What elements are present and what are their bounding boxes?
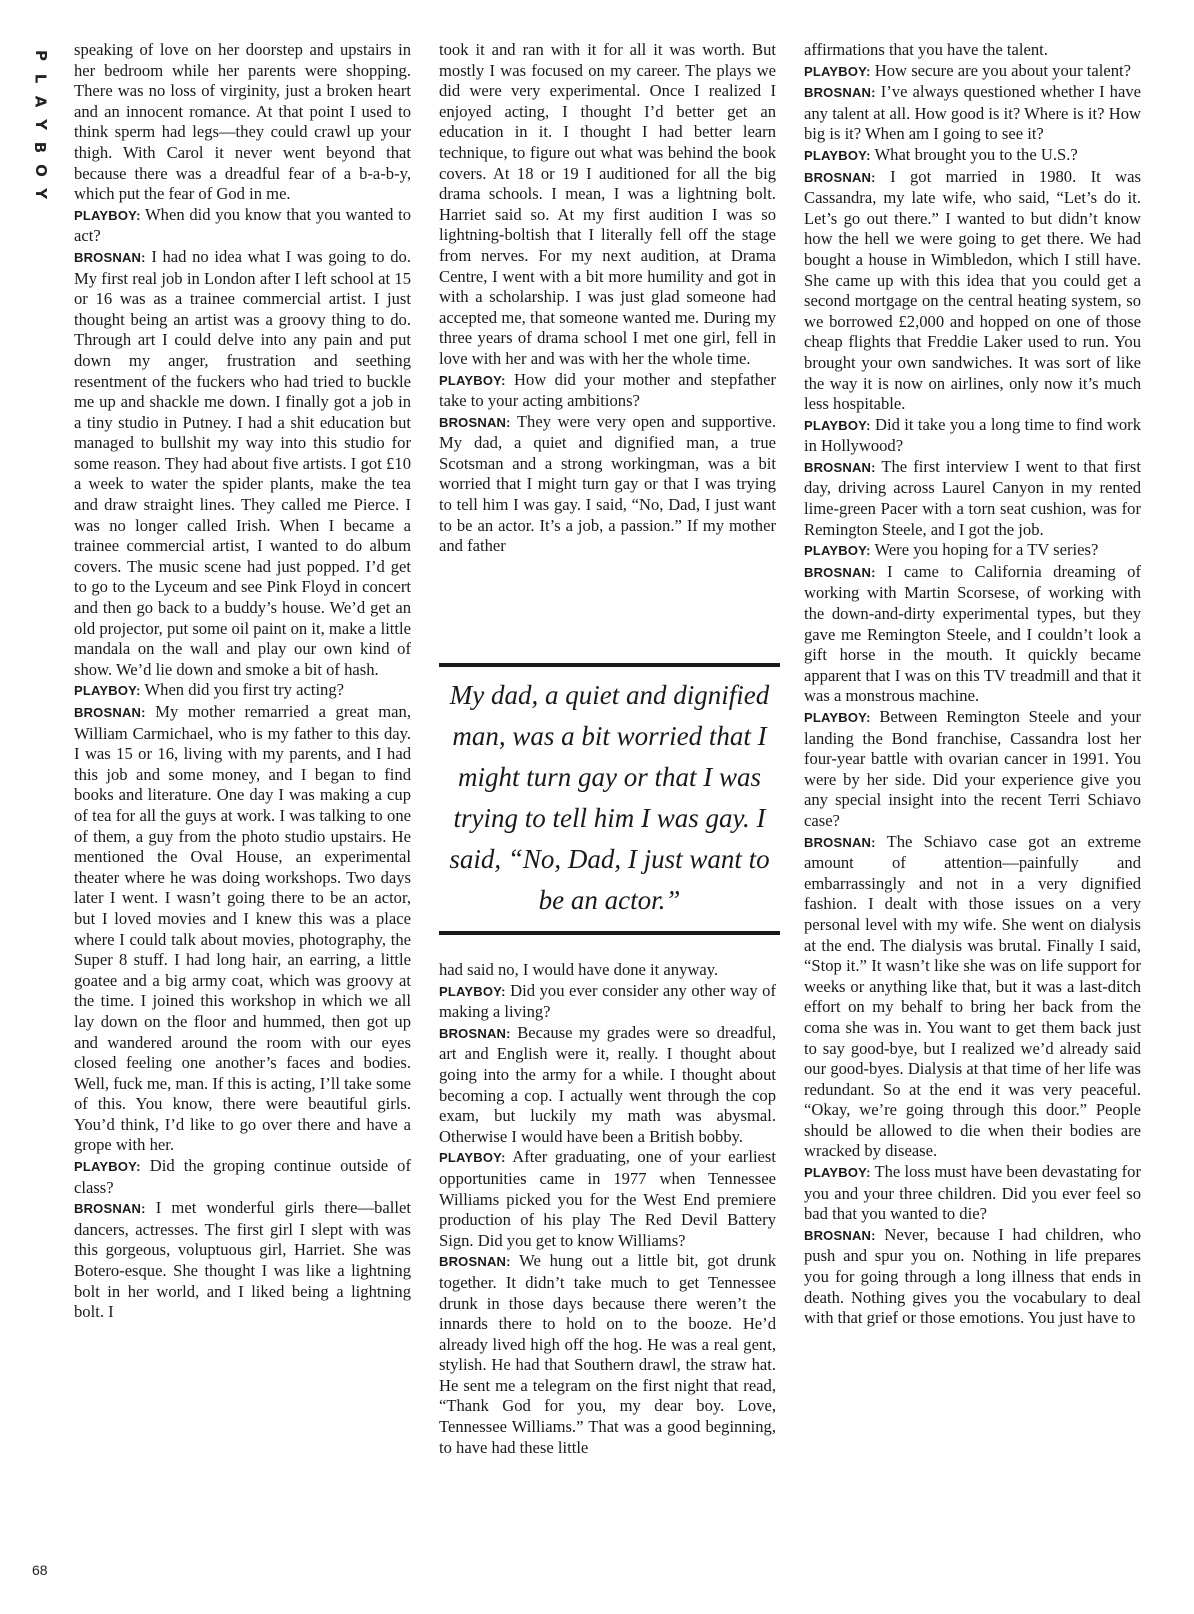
paragraph bbox=[74, 247, 411, 680]
paragraph bbox=[804, 832, 1141, 1163]
paragraph-text: Did it take you a long time to find work in Hollywood? bbox=[804, 414, 1142, 456]
paragraph bbox=[439, 1023, 776, 1148]
speaker-label: BROSNAN: bbox=[804, 834, 876, 850]
paragraph bbox=[804, 457, 1141, 540]
paragraph bbox=[439, 1147, 776, 1251]
paragraph bbox=[74, 702, 411, 1156]
paragraph-text: I’ve always questioned whether I have any talent at all. How good is it? Where is it? How big is it? When am I going to see it? bbox=[804, 82, 1141, 144]
paragraph-text: I came to California dreaming of working with Martin Scorsese, of working with the down-and-dirty experimental types, but they gave me Remington Steele, and I couldn’t look a gift horse in the mouth. It quickly became apparent that I was on this TV treadmill and that it was a monstrous machine. bbox=[804, 561, 1141, 706]
paragraph-text: took it and ran with it for all it was worth. But mostly I was focused on my career. The plays we did were very experimental. Once I realized I enjoyed acting, I thought I’d better get an education in it. I thought I had better learn technique, to figure out what was behind the book covers. At 18 or 19 I auditioned for all the big drama schools. I mean, I was a lightning bolt. Harriet said so. At my first audition I was so lightning-boltish that I literally fell off the stage from nerves. For my next audition, at Drama Centre, I went with a bit more humility and got in with a scholarship. I was just glad someone had accepted me, that someone wanted me. During my three years of drama school I met one girl, fell in love with her and was with her the whole time. bbox=[439, 40, 776, 368]
paragraph bbox=[804, 167, 1141, 415]
speaker-label: PLAYBOY: bbox=[804, 147, 871, 163]
column-1 bbox=[74, 40, 411, 1323]
speaker-label: PLAYBOY: bbox=[439, 372, 506, 388]
column-2-lower bbox=[439, 960, 776, 1458]
paragraph-text: The first interview I went to that first day, driving across Laurel Canyon in my rented lime-green Pacer with a torn seat cushion, was for Remington Steele, and I got the job. bbox=[804, 456, 1141, 539]
paragraph-text: They were very open and supportive. My dad, a quiet and dignified man, a true Scotsman and a strong workingman, was a bit worried that I might turn gay or that I was trying to tell him I was gay. I said, “No, Dad, I just want to be an actor. It’s a job, a passion.” If my mother and father bbox=[439, 411, 776, 556]
speaker-label: PLAYBOY: bbox=[804, 543, 871, 559]
paragraph-text: I had no idea what I was going to do. My first real job in London after I left school at 15 or 16 was as a trainee commercial artist. I just thought being an artist was a groovy thing to do. Through art I could delve into any pain and put down my anger, frustration and seething resentment of the fuckers who had tried to buckle me up and shackle me down. I finally got a job in a tiny studio in Putney. I had a shit education but managed to bullshit my way into this studio for some reason. They had about five artists. I got £10 a week to water the spider plants, make the tea and draw straight lines. They called me Pierce. I was no longer called Irish. When I became a trainee commercial artist, I wanted to do album covers. The music scene had just popped. I’d get to go to the Lyceum and see Pink Floyd in concert and then go back to a buddy’s house. We’d get an old projector, put some oil paint on it, make a little mandala on the wall and play our own kind of show. We’d lie down and smoke a bit of hash. bbox=[74, 246, 411, 679]
paragraph-text: speaking of love on her doorstep and upstairs in her bedroom while her parents were shopping. There was no loss of virginity, just a broken heart and an innocent romance. At that point I used to think sperm had legs—they could crawl up your thigh. With Carol it never went beyond that because there was a dreadful fear of a b-a-b-y, which put the fear of God in me. bbox=[74, 40, 411, 204]
speaker-label: PLAYBOY: bbox=[439, 1150, 506, 1166]
speaker-label: BROSNAN: bbox=[804, 459, 876, 475]
speaker-label: PLAYBOY: bbox=[439, 983, 506, 999]
paragraph-text: Because my grades were so dreadful, art and English were it, really. I thought about going into the army for a while. I thought about becoming a cop. I actually went through the cop exam, but luckily my math was abysmal. Otherwise I would have been a British bobby. bbox=[439, 1022, 776, 1146]
speaker-label: PLAYBOY: bbox=[804, 710, 871, 725]
paragraph-text: We hung out a little bit, got drunk together. It didn’t take much to get Tennessee drunk in those days because there weren’t the innards there to hold on to the booze. He’d already lived high off the hog. He was a real gent, stylish. He had that Southern drawl, the straw hat. He sent me a telegram on the first night that read, “Thank God for you, my dear boy. Love, Tennessee Williams.” That was a good beginning, to have had these little bbox=[439, 1251, 776, 1457]
paragraph-text: I met wonderful girls there—ballet dancers, actresses. The first girl I slept with was this gorgeous, voluptuous girl, Harriet. She was Botero-esque. She thought I was like a lightning bolt in her world, and I liked being a lightning bolt. I bbox=[74, 1198, 411, 1322]
paragraph bbox=[74, 1156, 411, 1198]
paragraph bbox=[439, 40, 776, 370]
masthead-letter: B bbox=[31, 141, 50, 154]
paragraph-text: Between Remington Steele and your landing the Bond franchise, Cassandra lost her four-year battle with ovarian cancer in 1991. You were by her side. Did your experience give you any special insight into the recent Terri Schiavo case? bbox=[804, 707, 1141, 830]
paragraph-text: The loss must have been devastating for you and your three children. Did you ever feel so bad that you wanted to die? bbox=[804, 1162, 1141, 1224]
paragraph bbox=[74, 1198, 411, 1323]
paragraph bbox=[804, 540, 1141, 562]
masthead-letter: Y bbox=[31, 188, 50, 199]
paragraph-text: affirmations that you have the talent. bbox=[804, 40, 1048, 59]
paragraph bbox=[804, 1162, 1141, 1225]
speaker-label: PLAYBOY: bbox=[74, 207, 141, 223]
paragraph bbox=[439, 981, 776, 1023]
paragraph-text: How secure are you about your talent? bbox=[874, 60, 1131, 80]
paragraph-text: When did you first try acting? bbox=[144, 680, 345, 700]
paragraph-text: Did the groping continue outside of class? bbox=[74, 1156, 412, 1197]
paragraph bbox=[439, 412, 776, 557]
paragraph bbox=[804, 562, 1141, 707]
speaker-label: BROSNAN: bbox=[74, 249, 146, 265]
speaker-label: PLAYBOY: bbox=[804, 417, 871, 433]
paragraph-text: Never, because I had children, who push and spur you on. Nothing in life prepares you for going through a long illness that ends in death. Nothing gives you the vocabulary to deal with that grief or those emotions. You just have to bbox=[804, 1224, 1141, 1328]
speaker-label: PLAYBOY: bbox=[74, 1159, 141, 1175]
paragraph bbox=[439, 370, 776, 412]
speaker-label: BROSNAN: bbox=[439, 1025, 511, 1041]
masthead-letter: L bbox=[31, 73, 50, 84]
magazine-name-vertical bbox=[28, 44, 52, 205]
paragraph bbox=[439, 960, 776, 981]
column-3 bbox=[804, 40, 1141, 1329]
column-2-upper bbox=[439, 40, 776, 557]
paragraph bbox=[74, 680, 411, 702]
paragraph bbox=[804, 82, 1141, 145]
speaker-label: BROSNAN: bbox=[804, 564, 876, 580]
paragraph bbox=[439, 1251, 776, 1458]
speaker-label: PLAYBOY: bbox=[804, 63, 871, 79]
paragraph-text: I got married in 1980. It was Cassandra, my late wife, who said, “Let’s do it. Let’s go out there.” I wanted to but didn’t know how the hell we were going to get there. We had bought a house in Wimbledon, which I still have. She came up with this idea that you could get a second mortgage on the central heating system, so we borrowed £2,000 and hopped on one of those cheap flights that Freddie Laker used to run. You brought your own sandwiches. It was sort of like the way it is now on airlines, only now it’s much less hospitable. bbox=[804, 166, 1141, 414]
masthead-letter: A bbox=[31, 95, 50, 108]
speaker-label: PLAYBOY: bbox=[804, 1165, 871, 1181]
page-number: 68 bbox=[32, 1562, 48, 1578]
paragraph bbox=[74, 40, 411, 205]
paragraph bbox=[804, 61, 1141, 83]
speaker-label: BROSNAN: bbox=[439, 414, 511, 430]
masthead-letter: Y bbox=[31, 119, 50, 130]
paragraph-text: How did your mother and stepfather take to your acting ambitions? bbox=[439, 369, 776, 411]
paragraph bbox=[804, 707, 1141, 832]
paragraph bbox=[804, 145, 1141, 167]
paragraph bbox=[804, 415, 1141, 457]
speaker-label: BROSNAN: bbox=[804, 169, 876, 185]
speaker-label: BROSNAN: bbox=[74, 1201, 146, 1217]
speaker-label: BROSNAN: bbox=[804, 85, 876, 101]
paragraph-text: had said no, I would have done it anyway. bbox=[439, 960, 719, 979]
paragraph bbox=[74, 205, 411, 247]
speaker-label: BROSNAN: bbox=[74, 705, 146, 720]
paragraph-text: Were you hoping for a TV series? bbox=[874, 540, 1099, 560]
speaker-label: BROSNAN: bbox=[804, 1227, 876, 1243]
masthead-letter: O bbox=[31, 164, 50, 177]
paragraph-text: After graduating, one of your earliest opportunities came in 1977 when Tennessee Williams picked you for the West End premiere production of his play The Red Devil Battery Sign. Did you get to know Williams? bbox=[439, 1147, 776, 1250]
speaker-label: BROSNAN: bbox=[439, 1254, 511, 1270]
paragraph-text: Did you ever consider any other way of making a living? bbox=[439, 980, 776, 1022]
paragraph-text: What brought you to the U.S.? bbox=[874, 144, 1078, 164]
masthead-letter: P bbox=[31, 50, 50, 61]
paragraph-text: My mother remarried a great man, William Carmichael, who is my father to this day. I was 15 or 16, living with my parents, and I had this job and some money, and I began to find books and literature. One day I was making a cup of tea for all the guys at work. I was talking to one of them, a guy from the photo studio upstairs. He mentioned the Oval House, an experimental theater where he was doing workshops. Two days later I went. I wasn’t going there to be an actor, but I loved movies and I knew this was a place where I could talk about movies, photography, the Super 8 stuff. I had long hair, an earring, a little goatee and a big army coat, which was groovy at the time. I joined this workshop in which we all lay down on the floor and hummed, then got up and wandered around the room with our eyes closed feeling one another’s faces and bodies. Well, fuck me, man. If this is acting, I’ll take some of this. You know, there were beautiful girls. You’d think, I’d like to go over there and have a grope with her. bbox=[74, 702, 411, 1155]
speaker-label: PLAYBOY: bbox=[74, 683, 141, 699]
paragraph bbox=[804, 40, 1141, 61]
paragraph-text: When did you know that you wanted to act? bbox=[74, 204, 411, 246]
pull-quote: My dad, a quiet and dignified man, was a bit worried that I might turn gay or that I was trying to tell him I was gay. I said, “No, Dad, I just want to be an actor.” bbox=[439, 663, 780, 935]
paragraph bbox=[804, 1225, 1141, 1329]
paragraph-text: The Schiavo case got an extreme amount of attention—painfully and embarrassingly and not in a very dignified fashion. I dealt with those issues on a very personal level with my wife. She went on dialysis at the end. The dialysis was brutal. Finally I said, “Stop it.” It wasn’t like she was on life support for weeks or anything like that, but it was a last-ditch effort on my behalf to bring her back from the coma she was in. You want to get them back just to say good-bye, but I realized we’d already said our good-byes. Dialysis at that time of her life was redundant. So at the end it was very peaceful. “Okay, we’re going through this door.” People should be allowed to die when their bodies are wracked by disease. bbox=[804, 831, 1141, 1161]
